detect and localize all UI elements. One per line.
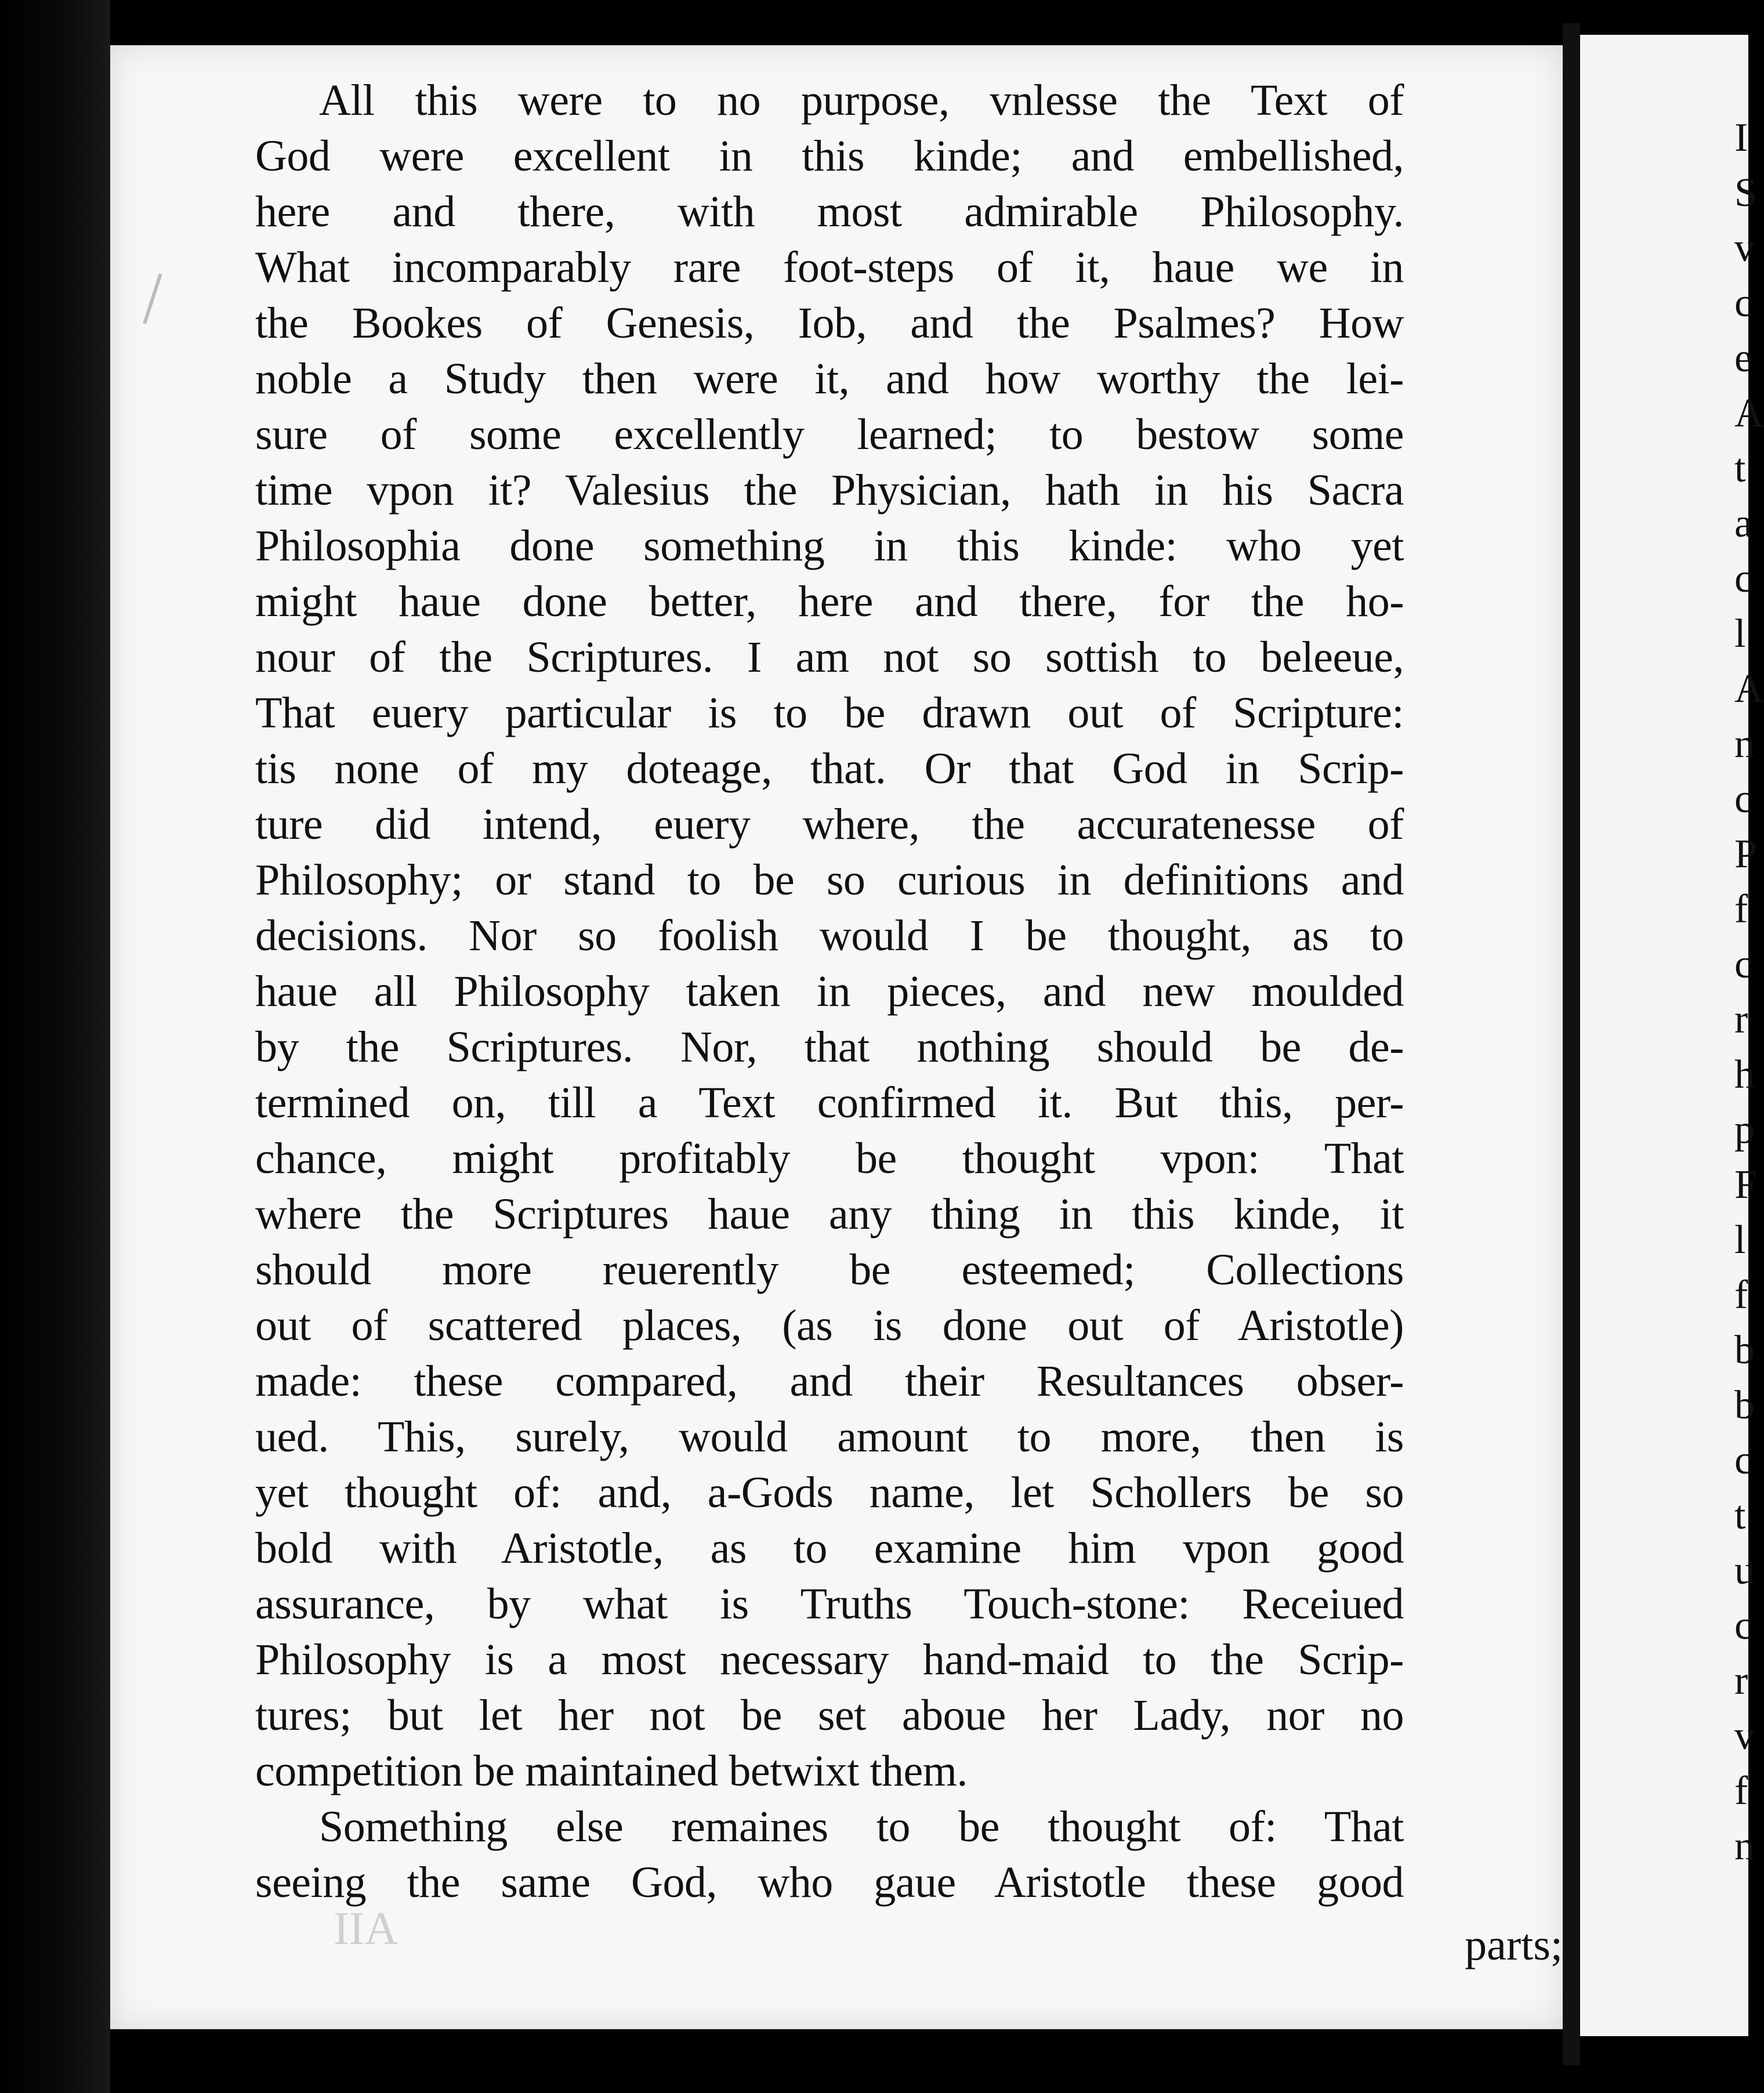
text-line: ued. This, surely, would amount to more, then is [255,1413,1404,1461]
text-line: should more reuerently be esteemed; Collections [255,1245,1404,1294]
facing-page-letter: c [1734,1438,1753,1483]
text-line: made: these compared, and their Resultances obser- [255,1357,1404,1406]
faded-show-through-mark: IIA [334,1903,399,1954]
facing-page-letter: v [1734,226,1755,270]
text-line: assurance, by what is Truths Touch-stone: Receiued [255,1580,1404,1628]
facing-page-letter: a [1734,501,1753,546]
facing-page [1580,35,1764,2036]
facing-page-letter: I [1734,115,1748,160]
text-line: tures; but let her not be set aboue her Lady, nor no [255,1691,1404,1740]
facing-page-letters [1734,110,1764,1874]
text-line: Philosophia done something in this kinde: who yet [255,522,1404,570]
text-line: by the Scriptures. Nor, that nothing should be de- [255,1023,1404,1071]
text-line: decisions. Nor so foolish would I be thought, as to [255,911,1404,960]
facing-page-letter: t [1734,446,1746,491]
text-line: That euery particular is to be drawn out of Scripture: [255,689,1404,737]
text-line: yet thought of: and, a-Gods name, let Schollers be so [255,1468,1404,1517]
text-line: chance, might profitably be thought vpon: That [255,1134,1404,1183]
page-gutter [1563,23,1580,2065]
text-line: Philosophy; or stand to be so curious in definitions and [255,856,1404,904]
facing-page-letter: r [1734,997,1748,1042]
text-line: might haue done better, here and there, for the ho- [255,577,1404,626]
book-binding-edge [0,0,110,2093]
text-line: nour of the Scriptures. I am not so sottish to beleeue, [255,633,1404,682]
facing-page-letter: f [1734,1769,1748,1813]
catchword: parts; [1465,1921,1563,1969]
facing-page-letter: r [1734,1659,1748,1703]
facing-page-letter: f [1734,1273,1748,1317]
facing-page-letter: c [1734,556,1753,601]
facing-page-letter: S [1734,171,1757,215]
facing-page-letter: c [1734,942,1753,987]
text-line: God were excellent in this kinde; and embellished, [255,132,1404,180]
text-line: haue all Philosophy taken in pieces, and new moulded [255,967,1404,1016]
text-line: What incomparably rare foot-steps of it, haue we in [255,243,1404,292]
facing-page-letter: e [1734,336,1753,381]
text-line: All this were to no purpose, vnlesse the Text of [319,76,1404,125]
text-line: termined on, till a Text confirmed it. But this, per- [255,1078,1404,1127]
facing-page-letter: v [1734,1714,1755,1758]
text-line: sure of some excellently learned; to bestow some [255,410,1404,459]
facing-page-letter: c [1734,777,1753,821]
text-line: Philosophy is a most necessary hand-maid to the Scrip- [255,1635,1404,1684]
facing-page-letter: n [1734,722,1755,766]
page-text [255,73,1404,1910]
facing-page-letter: c [1734,281,1753,325]
text-line: tis none of my doteage, that. Or that God in Scrip- [255,744,1404,793]
facing-page-letter: F [1734,1163,1757,1207]
text-line: out of scattered places, (as is done out of Aristotle) [255,1301,1404,1350]
text-line: where the Scriptures haue any thing in this kinde, it [255,1190,1404,1239]
text-line: ture did intend, euery where, the accuratenesse of [255,800,1404,849]
facing-page-letter: h [1734,1052,1755,1097]
text-line: bold with Aristotle, as to examine him vpon good [255,1524,1404,1573]
facing-page-letter: t [1734,1493,1746,1538]
text-line: seeing the same God, who gaue Aristotle these good [255,1858,1404,1907]
facing-page-letter: p [1734,1107,1755,1152]
facing-page-letter: A [1734,391,1764,436]
text-line: the Bookes of Genesis, Iob, and the Psalmes? How [255,299,1404,347]
text-line: noble a Study then were it, and how worthy the lei- [255,354,1404,403]
facing-page-letter: u [1734,1548,1755,1593]
facing-page-letter: b [1734,1383,1755,1428]
facing-page-letter: b [1734,1328,1755,1373]
facing-page-letter: P [1734,832,1757,877]
facing-page-letter: f [1734,887,1748,932]
facing-page-letter: n [1734,1824,1755,1869]
facing-page-letter: A [1734,667,1764,711]
text-line: competition be maintained betwixt them. [255,1747,968,1795]
text-line: here and there, with most admirable Philosophy. [255,187,1404,236]
facing-page-letter: l [1734,611,1746,656]
text-line: Something else remaines to be thought of: That [319,1802,1404,1851]
facing-page-letter: l [1734,1218,1746,1262]
text-line: time vpon it? Valesius the Physician, hath in his Sacra [255,466,1404,515]
facing-page-letter: c [1734,1603,1753,1648]
